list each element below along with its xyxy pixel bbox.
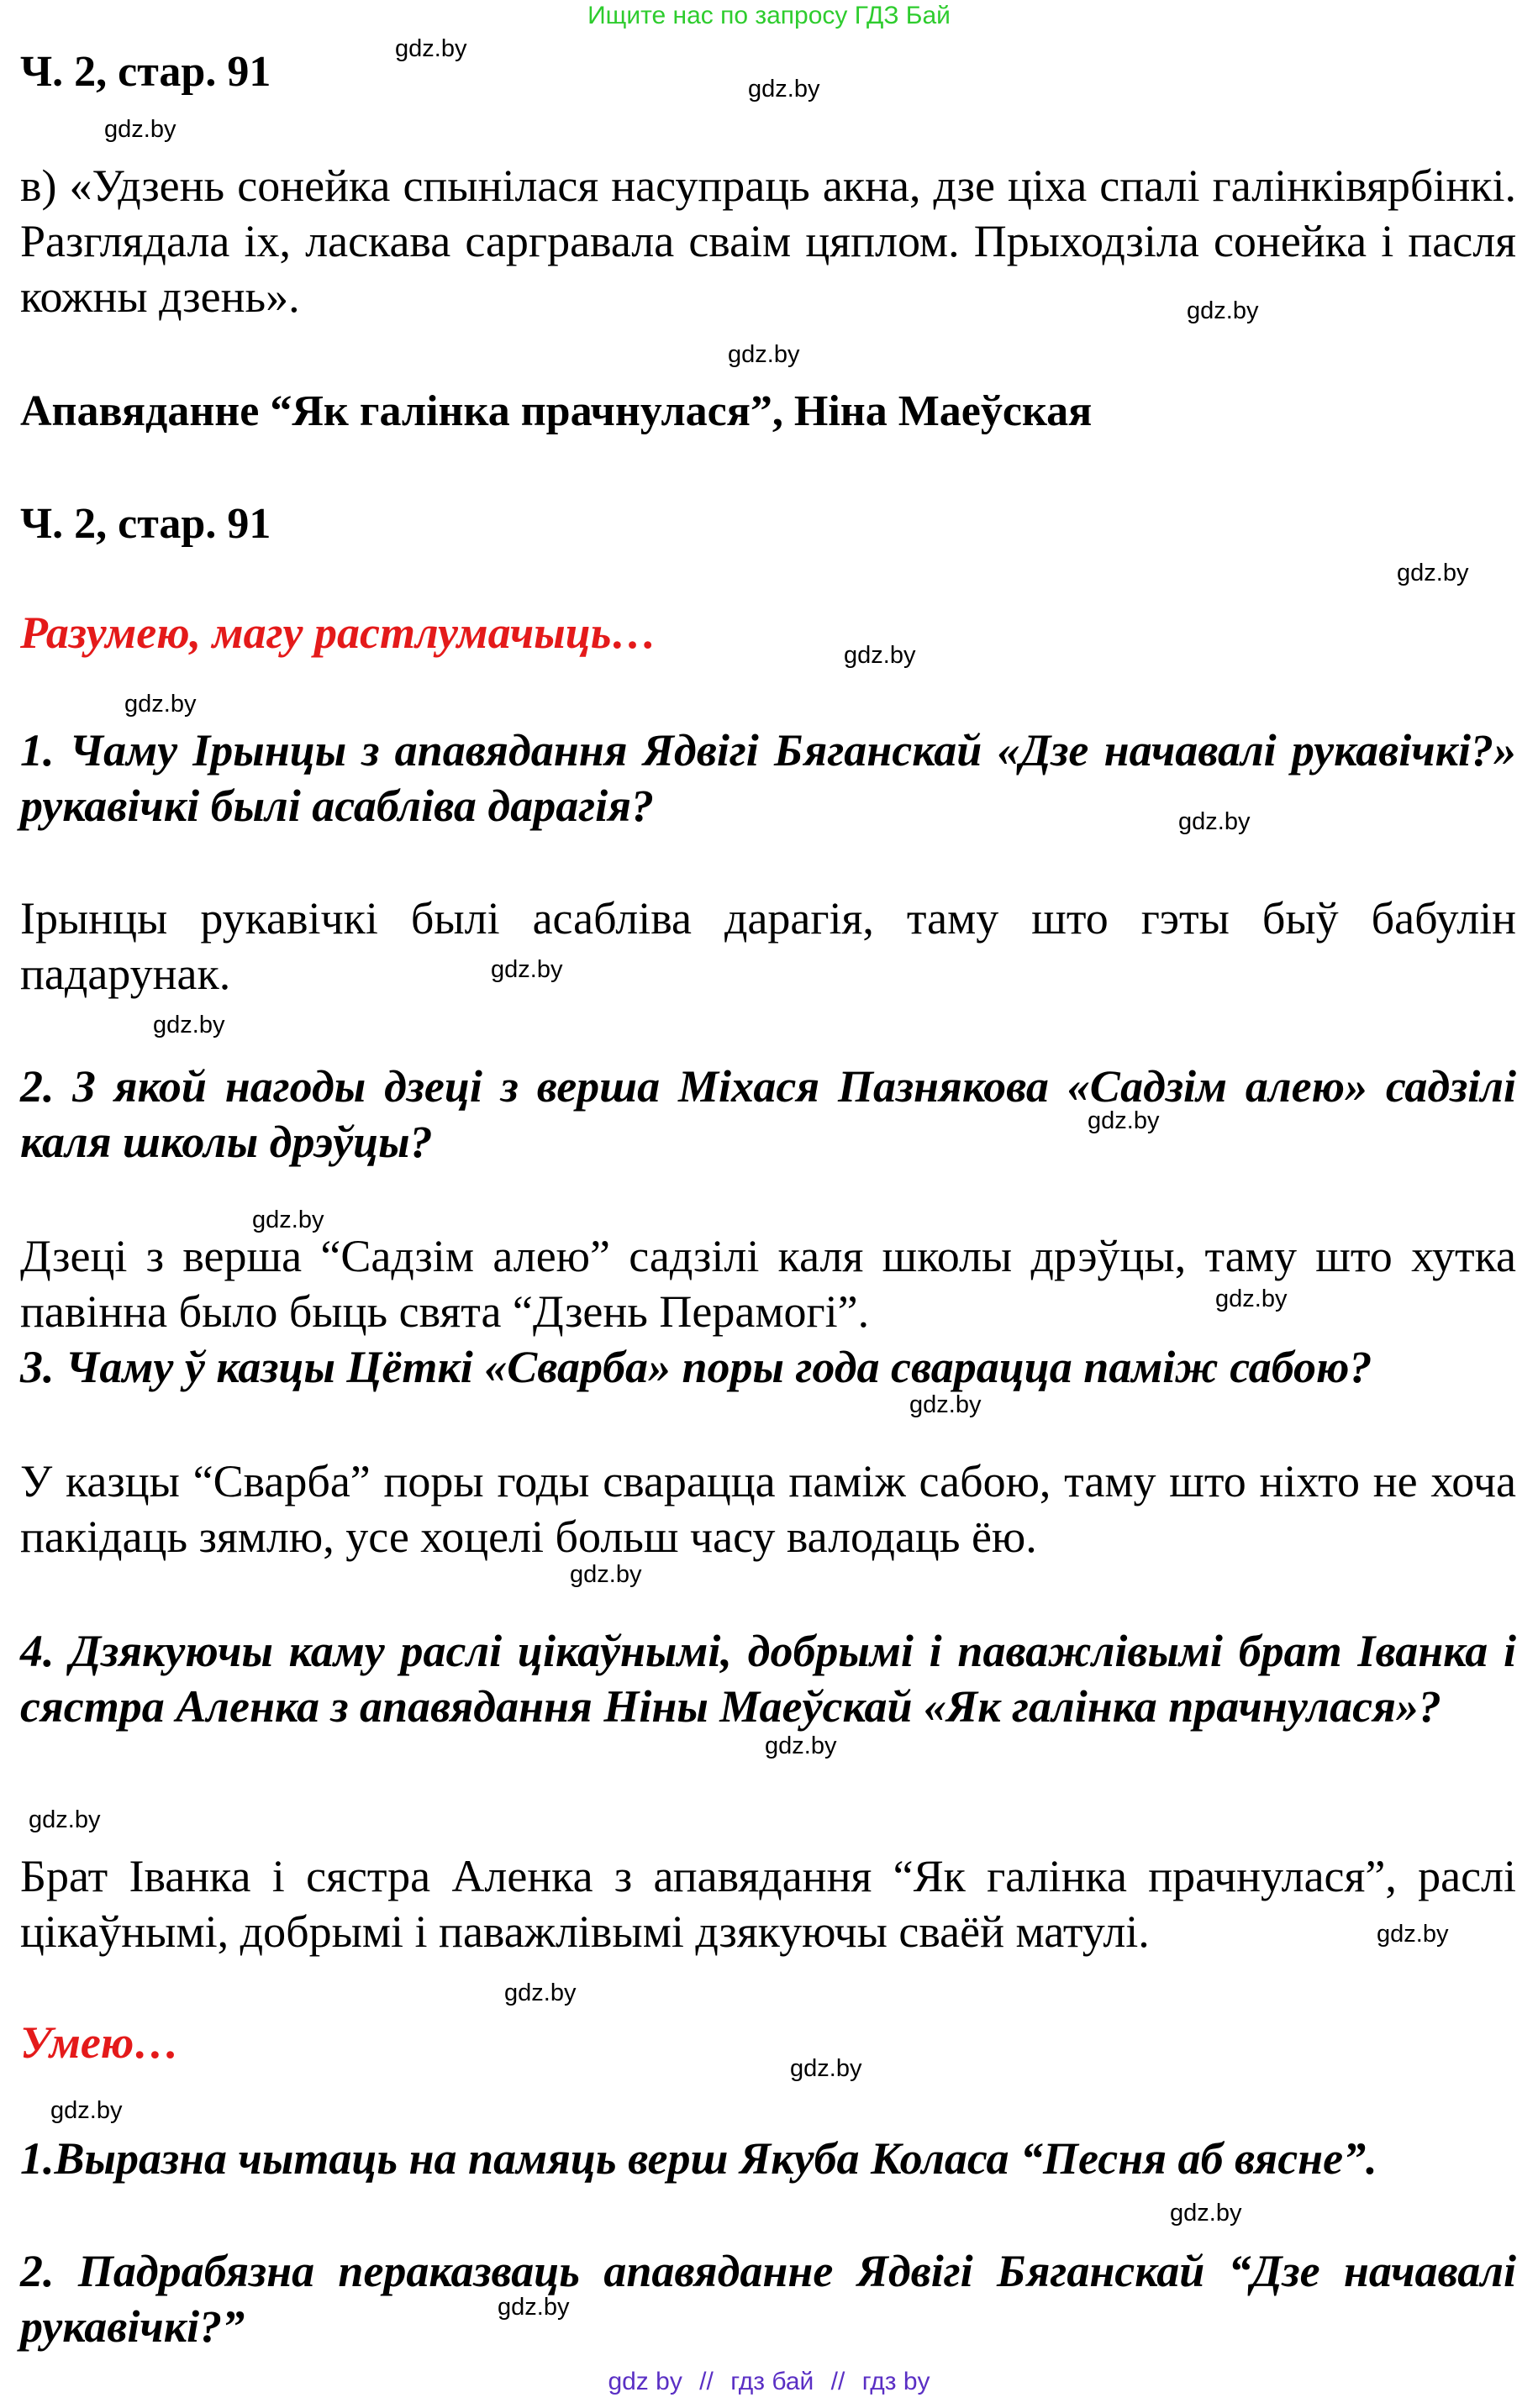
watermark: gdz.by: [124, 691, 197, 718]
footer-link-gdz-by[interactable]: gdz by: [608, 2368, 682, 2395]
watermark: gdz.by: [728, 341, 800, 368]
watermark: gdz.by: [570, 1561, 642, 1588]
watermark: gdz.by: [1377, 1921, 1449, 1948]
question-2: 2. З якой нагоды дзеці з верша Міхася Пазнякова «Садзім алею» садзілі каля школы дрэўцы?: [20, 1061, 1516, 1167]
watermark: gdz.by: [252, 1207, 324, 1233]
page-reference: Ч. 2, стар. 91: [20, 48, 271, 96]
answer-3: У казцы “Сварба” поры годы сварацца паміж сабою, таму што ніхто не хоча пакідаць зямлю, усе хоцелі больш часу валодаць ёю.: [20, 1456, 1516, 1562]
watermark: gdz.by: [748, 76, 820, 103]
watermark: gdz.by: [498, 2294, 570, 2321]
watermark: gdz.by: [1178, 808, 1251, 835]
watermark: gdz.by: [1088, 1107, 1160, 1134]
question-1: 1. Чаму Ірынцы з апавядання Ядвігі Бяганскай «Дзе начавалі рукавічкі?» рукавічкі былі асабліва дарагія?: [20, 725, 1516, 831]
watermark: gdz.by: [1397, 560, 1469, 586]
watermark: gdz.by: [909, 1391, 982, 1418]
footer-link-gdz-by-cyr[interactable]: гдз by: [861, 2368, 930, 2395]
watermark: gdz.by: [1187, 297, 1259, 324]
watermark: gdz.by: [1170, 2200, 1242, 2227]
footer-links: [0, 2368, 1538, 2396]
watermark: gdz.by: [491, 956, 563, 983]
watermark: gdz.by: [504, 1980, 577, 2006]
excerpt-paragraph: в) «Удзень сонейка спынілася насупраць акна, дзе ціха спалі галінківярбінкі. Разглядала іх, ласкава саргравала сваім цяплом. Прыходзіла сонейка і пасля кожны дзень».: [20, 160, 1516, 322]
watermark: gdz.by: [765, 1732, 837, 1759]
watermark: gdz.by: [844, 642, 916, 669]
watermark: gdz.by: [29, 1806, 101, 1833]
answer-4: Брат Іванка і сястра Аленка з апавядання “Як галінка прачнулася”, раслі цікаўнымі, добрымі і паважлівымі дзякуючы сваёй матулі.: [20, 1851, 1516, 1957]
footer-separator: //: [830, 2368, 845, 2395]
answer-1: Ірынцы рукавічкі былі асабліва дарагія, таму што гэты быў бабулін падарунак.: [20, 893, 1516, 999]
search-banner: Ищите нас по запросу ГДЗ Бай: [587, 2, 951, 29]
section-heading-understand: Разумею, магу растлумачыць…: [20, 607, 657, 658]
watermark: gdz.by: [50, 2097, 123, 2124]
skill-1: 1.Выразна чытаць на памяць верш Якуба Коласа “Песня аб вясне”.: [20, 2133, 1377, 2184]
answer-2: Дзеці з верша “Садзім алею” садзілі каля школы дрэўцы, таму што хутка павінна было быць свята “Дзень Перамогі”.: [20, 1231, 1516, 1337]
watermark: gdz.by: [153, 1012, 225, 1038]
page-reference-second: Ч. 2, стар. 91: [20, 500, 271, 548]
footer-link-gdz-bai[interactable]: гдз бай: [730, 2368, 814, 2395]
watermark: gdz.by: [1215, 1285, 1288, 1312]
footer-separator: //: [699, 2368, 714, 2395]
section-heading-can: Умею…: [20, 2017, 180, 2068]
watermark: gdz.by: [395, 35, 467, 62]
question-4: 4. Дзякуючы каму раслі цікаўнымі, добрымі і паважлівымі брат Іванка і сястра Аленка з апавядання Ніны Маеўскай «Як галінка прачнулася»?: [20, 1626, 1516, 1732]
watermark: gdz.by: [104, 116, 176, 143]
story-title: Апавяданне “Як галінка прачнулася”, Ніна Маеўская: [20, 387, 1093, 435]
skill-2: 2. Падрабязна пераказваць апавяданне Ядвігі Бяганскай “Дзе начавалі рукавічкі?”: [20, 2246, 1516, 2352]
watermark: gdz.by: [790, 2055, 862, 2082]
question-3: 3. Чаму ў казцы Цёткі «Сварба» поры года сварацца паміж сабою?: [20, 1342, 1372, 1392]
